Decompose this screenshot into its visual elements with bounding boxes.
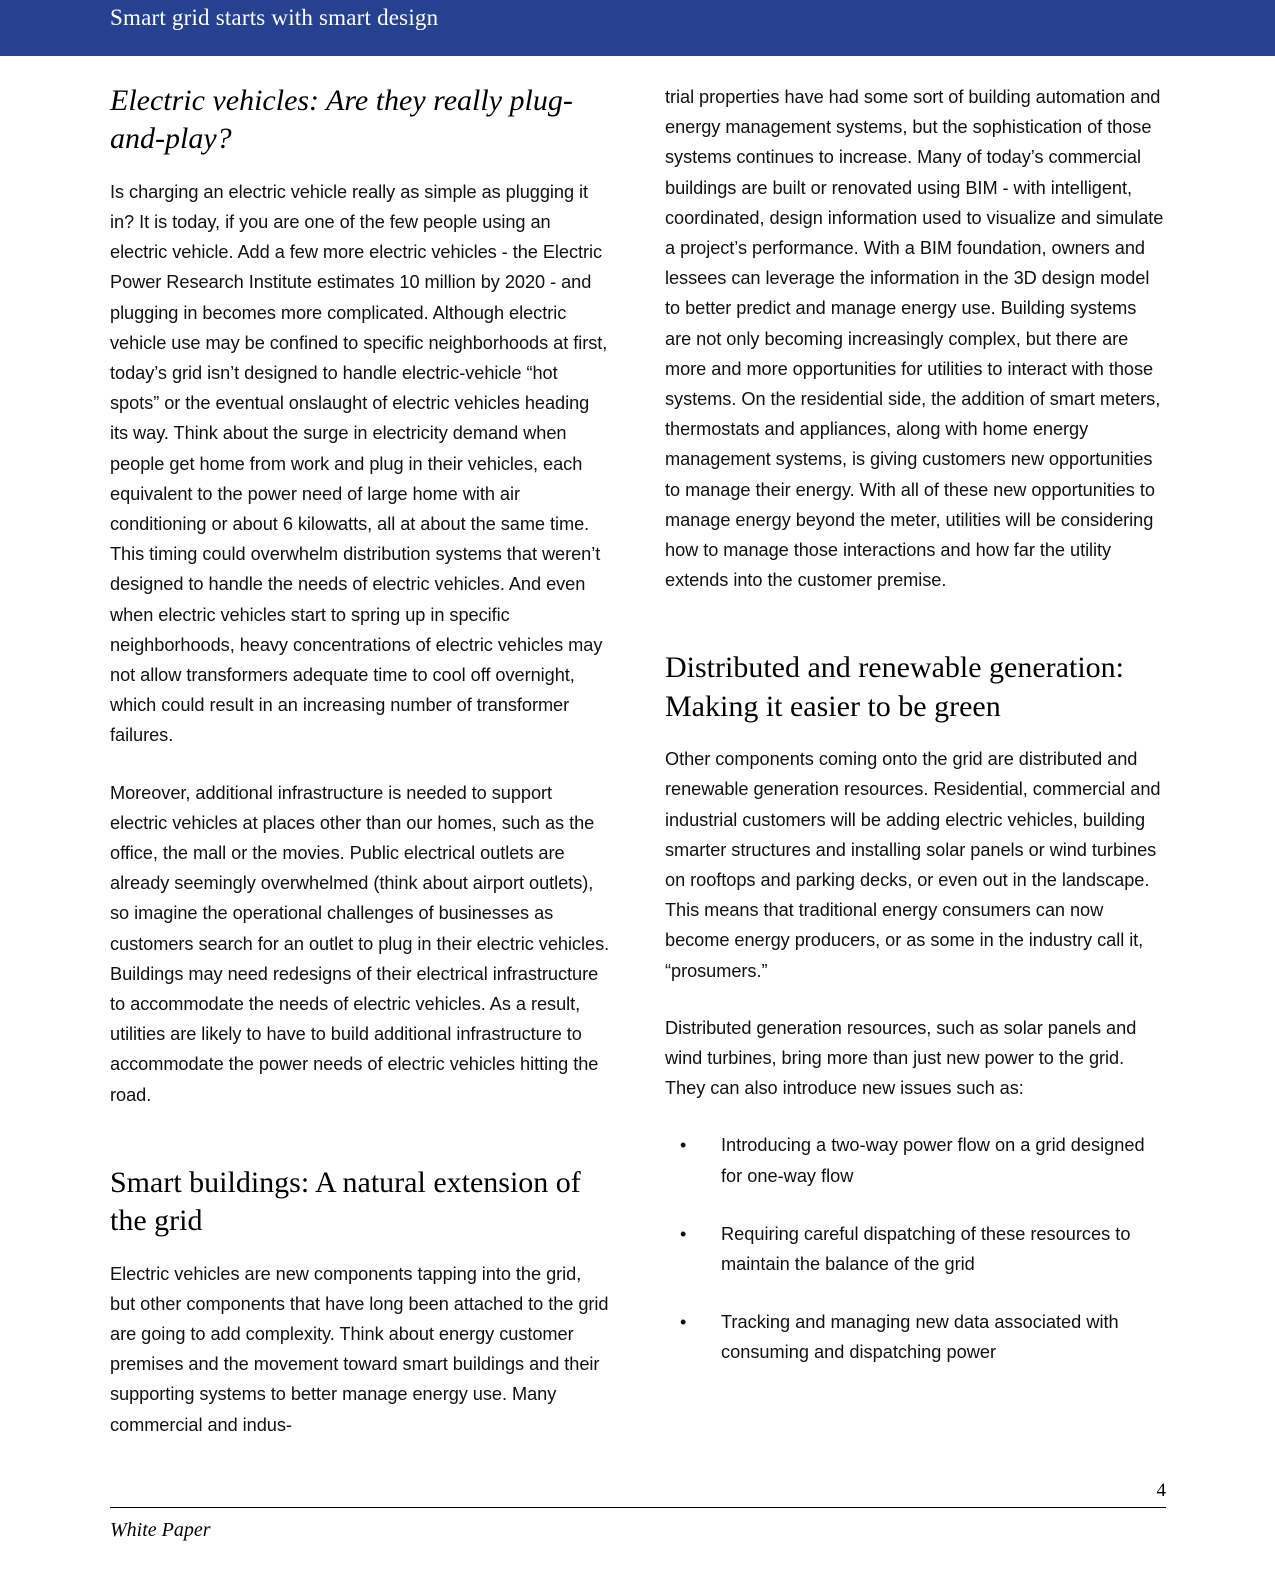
paragraph-distributed-generation-resources: Distributed generation resources, such as solar panels and wind turbines, bring more than just new power to the grid. They can also introduce new issues such as:	[665, 1017, 1137, 1099]
section-heading-distributed-renewable-generation: Distributed and renewable generation: Making it easier to be green	[665, 651, 1124, 723]
bullet-icon: •	[680, 1312, 687, 1333]
header-band	[0, 0, 1275, 56]
paragraph-electric-vehicles-intro: Is charging an electric vehicle really as simple as plugging it in? It is today, if you are one of the few people using an electric vehicle. Add a few more electric vehicles - the Electric Power Research Institute estimates 10 million by 2020 - and plugging in becomes more complicated. Although electric vehicle use may be confined to specific neighborhoods at first, today’s grid isn’t designed to handle electric-vehicle “hot spots” or the eventual onslaught of electric vehicles heading its way. Think about the surge in electricity demand when people get home from work and plug in their vehicles, each equivalent to the power need of large home with air conditioning or about 6 kilowatts, all at about the same time. This timing could overwhelm distribution systems that weren’t designed to handle the needs of electric vehicles. And even when electric vehicles start to spring up in specific neighborhoods, heavy concentrations of electric vehicles may not allow transformers adequate time to cool off overnight, which could result in an increasing number of transformer failures.	[110, 181, 608, 746]
section-heading-smart-buildings: Smart buildings: A natural extension of the grid	[110, 1165, 581, 1238]
list-item	[665, 1219, 1165, 1279]
section-heading-electric-vehicles: Electric vehicles: Are they really plug-and-play?	[110, 84, 573, 156]
bullet-icon: •	[680, 1135, 687, 1156]
list-item-label: Requiring careful dispatching of these resources to maintain the balance of the grid	[721, 1223, 1131, 1275]
header-title: Smart grid starts with smart design	[110, 5, 439, 30]
right-column	[665, 82, 1165, 1440]
paragraph-building-automation-continued: trial properties have had some sort of building automation and energy management systems, but the sophistication of those systems continues to increase. Many of today’s commercial buildings are built or renovated using BIM - with intelligent, coordinated, design information used to visualize and simulate a project’s performance. With a BIM foundation, owners and lessees can leverage the information in the 3D design model to better predict and manage energy use. Building systems are not only becoming increasingly complex, but there are more and more opportunities for utilities to interact with those systems. On the residential side, the addition of smart meters, thermostats and appliances, along with home energy management systems, is giving customers new opportunities to manage their energy. With all of these new opportunities to manage energy beyond the meter, utilities will be considering how to manage those interactions and how far the utility extends into the customer premise.	[665, 87, 1164, 591]
issues-bullet-list	[665, 1130, 1165, 1367]
list-item-label: Tracking and managing new data associated with consuming and dispatching power	[721, 1312, 1119, 1363]
paragraph-additional-infrastructure: Moreover, additional infrastructure is needed to support electric vehicles at places other than our homes, such as the office, the mall or the movies. Public electrical outlets are already seemingly overwhelmed (think about airport outlets), so imagine the operational challenges of businesses as customers search for an outlet to plug in their electric vehicles. Buildings may need redesigns of their electrical infrastructure to accommodate the needs of electric vehicles. As a result, utilities are likely to have to build additional infrastructure to accommodate the power needs of electric vehicles hitting the road.	[110, 782, 610, 1105]
list-item-label: Introducing a two-way power flow on a grid designed for one-way flow	[721, 1135, 1145, 1186]
page-content	[0, 56, 1275, 1594]
list-item	[665, 1307, 1165, 1367]
paragraph-smart-buildings: Electric vehicles are new components tapping into the grid, but other components that have long been attached to the grid are going to add complexity. Think about energy customer premises and the movement toward smart buildings and their supporting systems to better manage energy use. Many commercial and indus-	[110, 1263, 609, 1435]
page-number: 4	[1156, 1480, 1166, 1501]
paragraph-other-components: Other components coming onto the grid are distributed and renewable generation resources. Residential, commercial and industrial customers will be adding electric vehicles, building smarter structures and installing solar panels or wind turbines on rooftops and parking decks, or even out in the landscape. This means that traditional energy consumers can now become energy producers, or as some in the industry call it, “prosumers.”	[665, 749, 1161, 981]
footer-label: White Paper	[110, 1519, 211, 1541]
left-column	[110, 82, 610, 1440]
list-item	[665, 1130, 1165, 1190]
footer-divider	[110, 1507, 1166, 1508]
two-column-layout	[110, 82, 1166, 1440]
bullet-icon: •	[680, 1223, 687, 1244]
